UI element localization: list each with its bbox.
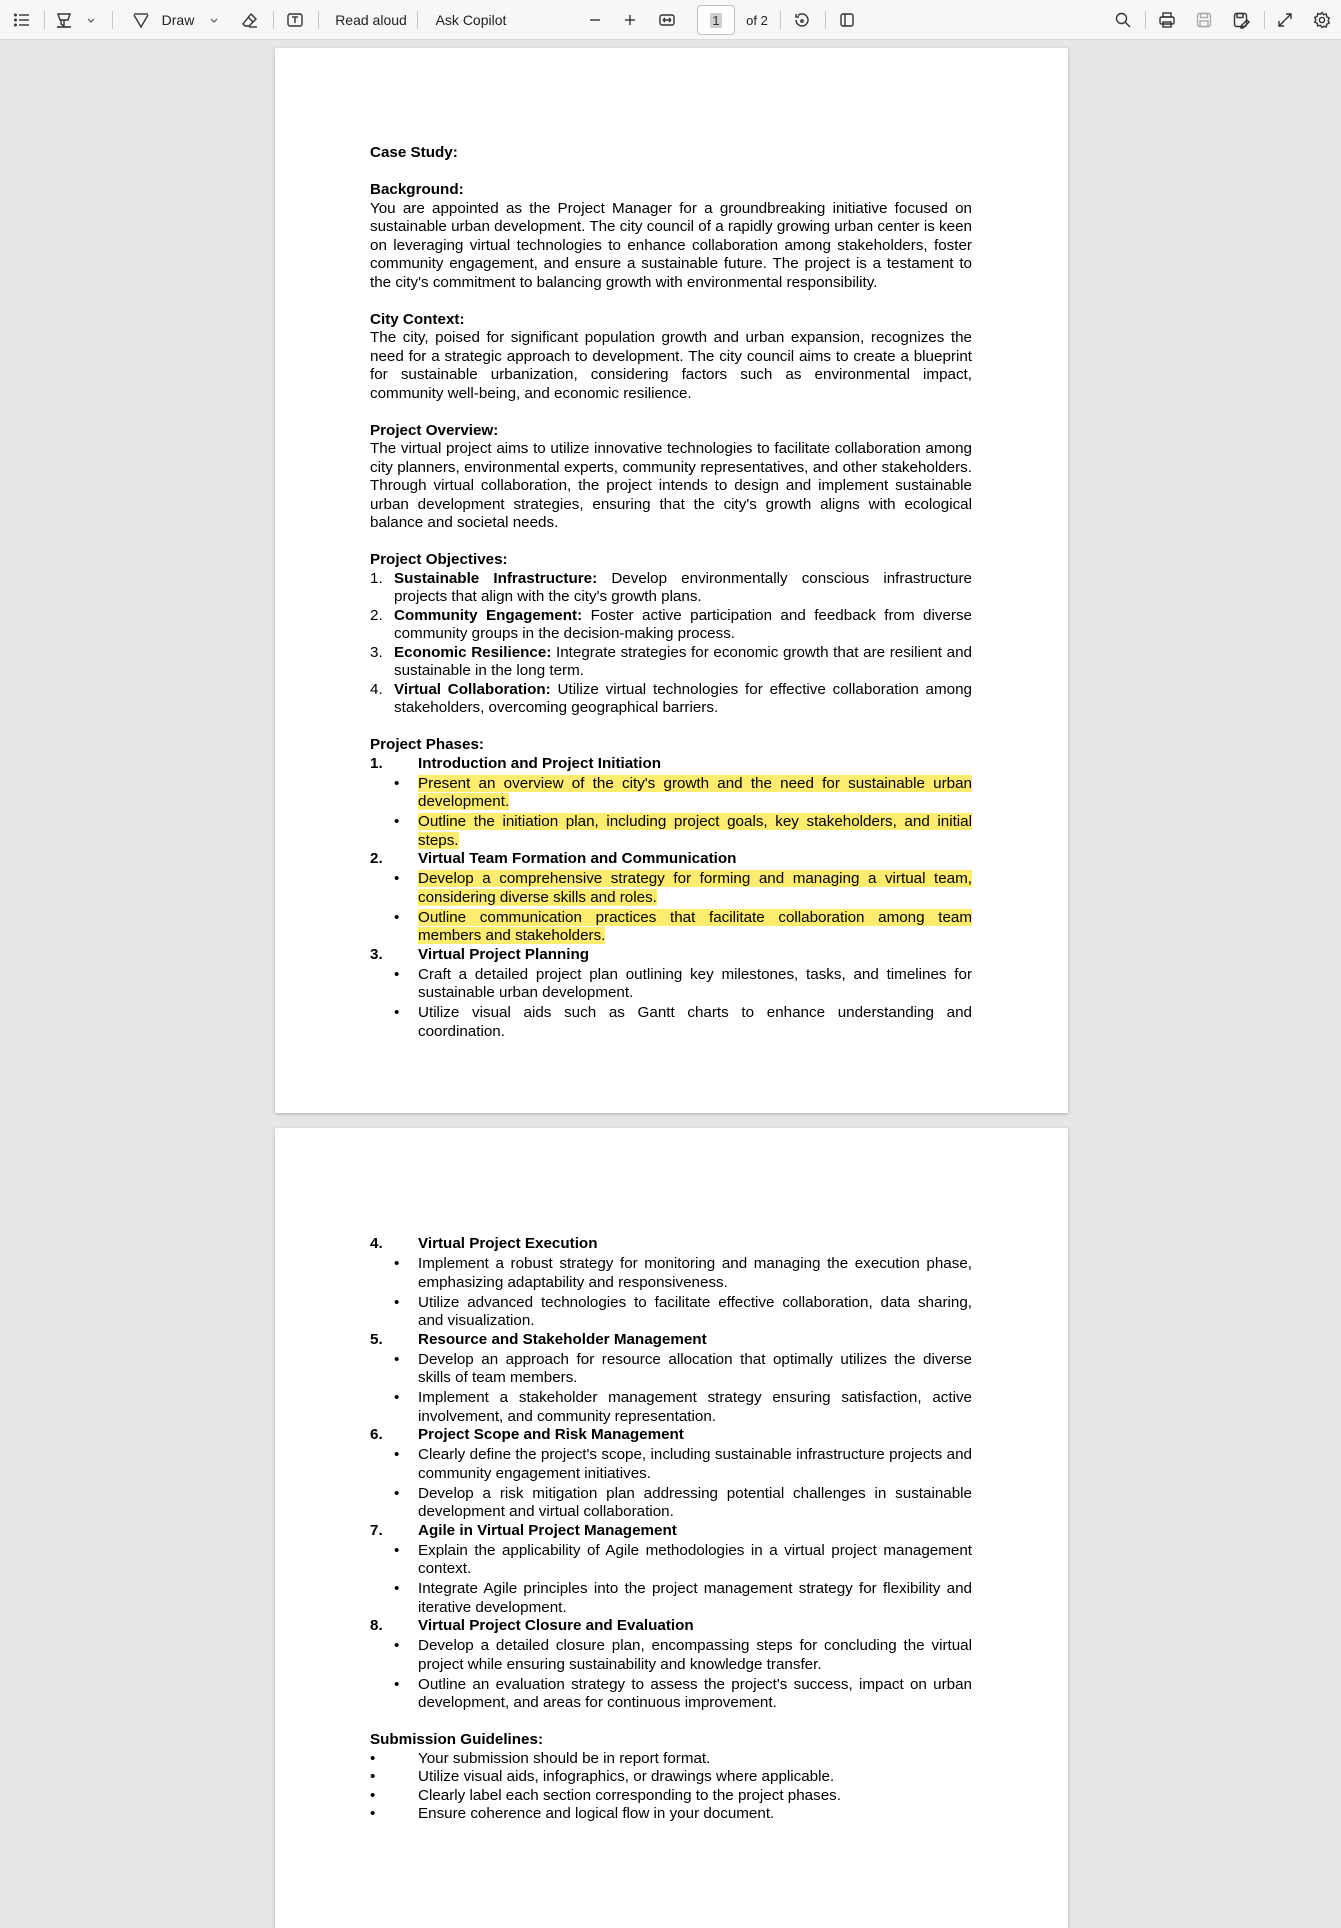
project-phases-continued [370, 1235, 972, 1713]
bullet: • [394, 965, 400, 983]
list-item [370, 1750, 972, 1769]
objective-number: 3. [370, 643, 383, 661]
bullet: • [394, 774, 400, 792]
objective-number: 4. [370, 680, 383, 698]
pdf-toolbar [0, 0, 1341, 40]
list-item [370, 1676, 972, 1713]
bullet: • [394, 1350, 400, 1368]
phase-title: Virtual Project Closure and Evaluation [418, 1617, 694, 1634]
objective-text: Foster active participation and feedback from diverse community groups in the decision-making process. [394, 606, 972, 642]
list-item-text: Utilize visual aids, infographics, or drawings where applicable. [418, 1768, 835, 1785]
phase-title: Virtual Project Planning [418, 945, 590, 963]
phase-heading [370, 1522, 972, 1541]
background-heading: Background: [370, 181, 464, 198]
contents-icon[interactable] [10, 0, 34, 40]
zoom-in-icon[interactable] [620, 0, 640, 40]
objective-text: Integrate strategies for economic growth that are resilient and sustainable in the long term. [394, 643, 972, 679]
list-item [370, 1485, 972, 1522]
list-item-text: Integrate Agile principles into the project management strategy for flexibility and iterative development. [418, 1580, 972, 1616]
bullet: • [394, 1004, 400, 1021]
page-1-content [370, 144, 972, 1041]
background-section [370, 181, 972, 292]
case-study-heading: Case Study: [370, 144, 458, 161]
bullet: • [394, 1675, 400, 1693]
highlighted-text[interactable]: Outline communication practices that facilitate collaboration among team members and stakeholders. [418, 908, 972, 944]
highlight-icon[interactable] [52, 0, 76, 40]
bullet: • [370, 1768, 376, 1785]
objective-title: Economic Resilience: [394, 643, 552, 661]
draw-options-chevron-icon[interactable] [209, 0, 219, 40]
project-overview-section [370, 422, 972, 533]
fit-to-width-icon[interactable] [656, 0, 678, 40]
objective-item [370, 607, 972, 644]
phase-title: Virtual Project Execution [418, 1235, 598, 1252]
list-item [370, 1351, 972, 1388]
bullet: • [370, 1805, 376, 1822]
page-total [744, 0, 770, 40]
bullet: • [370, 1786, 376, 1804]
city-context-heading: City Context: [370, 310, 465, 328]
list-item [370, 1446, 972, 1483]
list-item-text: Explain the applicability of Agile methodologies in a virtual project management context. [418, 1541, 972, 1577]
save-as-icon[interactable] [1230, 0, 1252, 40]
phase-title: Virtual Team Formation and Communication [418, 850, 737, 867]
objective-title: Sustainable Infrastructure: [394, 569, 598, 587]
list-item-text: Implement a robust strategy for monitoring and managing the execution phase, emphasizing adaptability and responsiveness. [418, 1255, 972, 1291]
phase-number: 3. [370, 945, 383, 963]
objective-item [370, 644, 972, 681]
bullet: • [394, 908, 400, 926]
bullet: • [394, 1255, 400, 1272]
bullet: • [394, 1484, 400, 1502]
objective-item [370, 681, 972, 718]
pdf-page-1 [275, 48, 1068, 1113]
list-item [370, 1787, 972, 1806]
list-item [370, 966, 972, 1003]
project-phases-heading: Project Phases: [370, 736, 484, 753]
list-item [370, 1294, 972, 1331]
list-item [370, 775, 972, 812]
project-objectives-heading: Project Objectives: [370, 551, 508, 568]
rotate-icon[interactable] [791, 0, 813, 40]
bullet: • [394, 1580, 400, 1597]
phase-heading [370, 1617, 972, 1636]
list-item-text: Outline an evaluation strategy to assess the project's success, impact on urban development, and areas for continuous improvement. [418, 1675, 972, 1711]
read-aloud-button[interactable] [333, 0, 409, 40]
phase-number: 4. [370, 1235, 383, 1252]
phase-number: 5. [370, 1330, 383, 1348]
list-item-text: Your submission should be in report format. [418, 1749, 711, 1767]
list-item [370, 870, 972, 907]
highlighted-text[interactable]: Develop a comprehensive strategy for forming and managing a virtual team, considering diverse skills and roles. [418, 870, 972, 906]
city-context-text: The city, poised for significant population growth and urban expansion, recognizes the need for a strategic approach to development. The city council aims to create a blueprint for sustainable urbanization, considering factors such as environmental impact, community well-being, and economic resilience. [370, 329, 972, 402]
list-item-text: Clearly define the project's scope, including sustainable infrastructure projects and community engagement initiatives. [418, 1446, 972, 1482]
phase-number: 1. [370, 754, 383, 772]
draw-icon[interactable] [131, 0, 151, 40]
list-item-text: Utilize advanced technologies to facilitate effective collaboration, data sharing, and visualization. [418, 1293, 972, 1329]
save-icon[interactable] [1193, 0, 1215, 40]
bullet: • [394, 870, 400, 887]
draw-button[interactable] [158, 0, 198, 40]
phase-heading [370, 946, 972, 965]
background-text: You are appointed as the Project Manager for a groundbreaking initiative focused on sustainable urban development. The city council of a rapidly growing urban center is keen on leveraging virtual technologies to enhance collaboration among stakeholders, foster community engagement, and ensure a sustainable future. The project is a testament to the city's commitment to balancing growth with environmental responsibility. [370, 199, 972, 291]
expand-icon[interactable] [1274, 0, 1296, 40]
list-item-text: Clearly label each section corresponding to the project phases. [418, 1786, 841, 1804]
objective-title: Community Engagement: [394, 606, 583, 624]
bullet: • [394, 813, 400, 830]
list-item [370, 1637, 972, 1674]
current-page-number: 1 [712, 12, 720, 28]
phase-heading [370, 850, 972, 869]
list-item [370, 1768, 972, 1787]
phase-heading [370, 755, 972, 774]
list-item [370, 1580, 972, 1617]
list-item-text: Develop a risk mitigation plan addressing potential challenges in sustainable development and virtual collaboration. [418, 1484, 972, 1520]
list-item-text: Develop an approach for resource allocation that optimally utilizes the diverse skills of team members. [418, 1350, 972, 1386]
print-icon[interactable] [1156, 0, 1178, 40]
phase-title: Project Scope and Risk Management [418, 1426, 684, 1443]
list-item-text: Ensure coherence and logical flow in your document. [418, 1805, 775, 1822]
draw-label: Draw [161, 12, 195, 28]
bullet: • [394, 1293, 400, 1311]
objective-text: Develop environmentally conscious infrastructure projects that align with the city's growth plans. [394, 569, 972, 605]
page-view-icon[interactable] [836, 0, 858, 40]
phase-number: 2. [370, 850, 383, 867]
phase-heading [370, 1426, 972, 1445]
objective-text: Utilize virtual technologies for effective collaboration among stakeholders, overcoming geographical barriers. [394, 680, 972, 716]
project-overview-text: The virtual project aims to utilize innovative technologies to facilitate collaboration among city planners, environmental experts, community representatives, and other stakeholders. Through virtual collaboration, the project intends to design and implement sustainable urban development strategies, ensuring that the city's growth aligns with ecological balance and societal needs. [370, 440, 972, 531]
project-overview-heading: Project Overview: [370, 421, 499, 439]
phase-heading [370, 1235, 972, 1254]
zoom-out-icon[interactable] [585, 0, 605, 40]
phase-title: Resource and Stakeholder Management [418, 1330, 707, 1348]
list-item-text: Craft a detailed project plan outlining key milestones, tasks, and timelines for sustainable urban development. [418, 965, 972, 1001]
highlighted-text[interactable]: Outline the initiation plan, including project goals, key stakeholders, and initial steps. [418, 813, 972, 849]
bullet: • [394, 1637, 400, 1654]
eraser-icon[interactable] [239, 0, 261, 40]
search-icon[interactable] [1112, 0, 1134, 40]
objective-number: 2. [370, 606, 383, 624]
list-item [370, 1389, 972, 1426]
phase-heading [370, 1331, 972, 1350]
objective-item [370, 570, 972, 607]
page-number-input[interactable] [696, 0, 736, 40]
city-context-section [370, 311, 972, 404]
text-box-icon[interactable] [284, 0, 306, 40]
list-item [370, 1542, 972, 1579]
list-item-text: Implement a stakeholder management strategy ensuring satisfaction, active involvement, and community representation. [418, 1389, 972, 1425]
page-total-label: of 2 [746, 12, 768, 28]
bullet: • [394, 1389, 400, 1406]
project-phases-section [370, 736, 972, 1041]
pdf-page-2 [275, 1128, 1068, 1928]
list-item [370, 1805, 972, 1824]
bullet: • [394, 1541, 400, 1559]
objective-number: 1. [370, 569, 383, 587]
phase-number: 7. [370, 1521, 383, 1539]
submission-guidelines-section [370, 1731, 972, 1824]
project-objectives-section [370, 551, 972, 718]
phase-title: Agile in Virtual Project Management [418, 1521, 677, 1539]
page-2-content [370, 1235, 972, 1824]
settings-gear-icon[interactable] [1310, 0, 1334, 40]
phase-number: 8. [370, 1617, 383, 1634]
objective-title: Virtual Collaboration: [394, 680, 551, 698]
list-item-text: Utilize visual aids such as Gantt charts to enhance understanding and coordination. [418, 1004, 972, 1040]
ask-copilot-label: Ask Copilot [435, 12, 507, 28]
highlighted-text[interactable]: Present an overview of the city's growth and the need for sustainable urban development. [418, 774, 972, 810]
phase-title: Introduction and Project Initiation [418, 754, 661, 772]
bullet: • [370, 1749, 376, 1767]
list-item [370, 909, 972, 946]
read-aloud-label: Read aloud [335, 12, 407, 28]
list-item [370, 1004, 972, 1041]
phase-number: 6. [370, 1426, 383, 1443]
list-item-text: Develop a detailed closure plan, encompassing steps for concluding the virtual project while ensuring sustainability and knowledge transfer. [418, 1637, 972, 1673]
submission-guidelines-heading: Submission Guidelines: [370, 1731, 543, 1748]
highlight-options-chevron-icon[interactable] [86, 0, 96, 40]
bullet: • [394, 1446, 400, 1463]
list-item [370, 813, 972, 850]
list-item [370, 1255, 972, 1292]
ask-copilot-button[interactable] [433, 0, 509, 40]
